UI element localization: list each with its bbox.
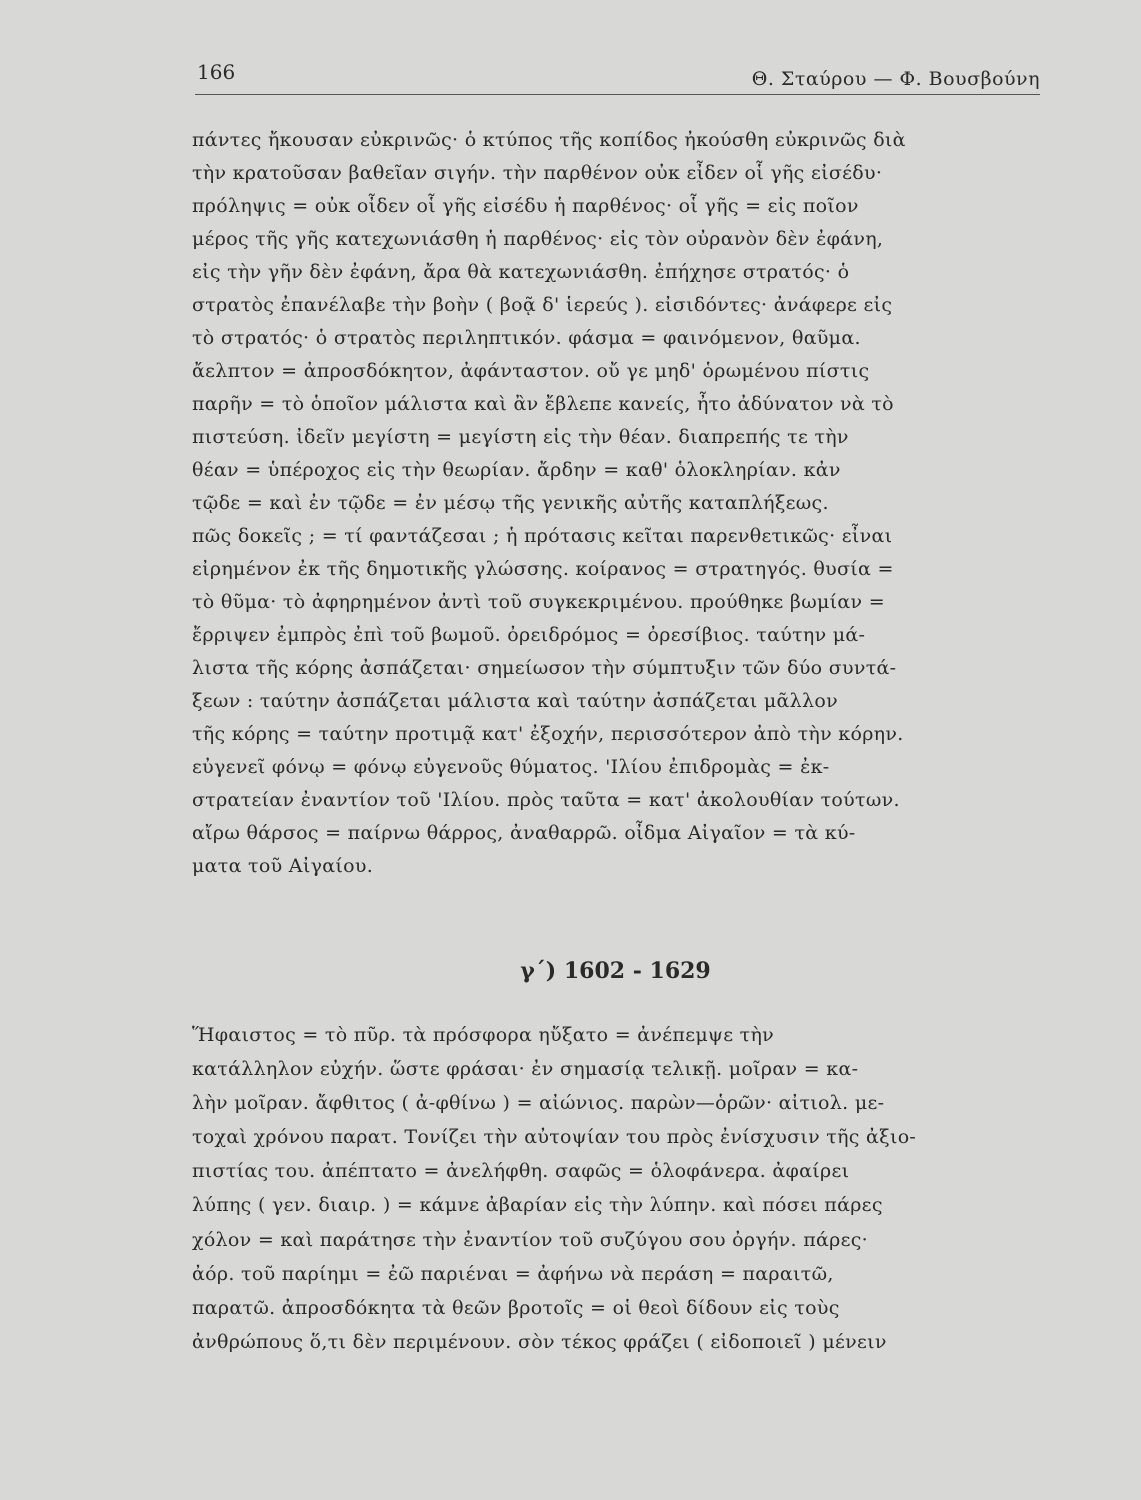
section-title: γ΄) 1602 - 1629 <box>520 958 711 984</box>
text-line: χόλον = καὶ παράτησε τὴν ἐναντίον τοῦ συζύγου σου ὀργήν. πάρες· <box>192 1228 869 1251</box>
text-line: πιστίας του. ἀπέπτατο = ἀνελήφθη. σαφῶς = ὁλοφάνερα. ἀφαίρει <box>192 1160 850 1183</box>
text-line: τοχαὶ χρόνου παρατ. Τονίζει τὴν αὐτοψίαν του πρὸς ἐνίσχυσιν τῆς ἀξιο- <box>192 1126 917 1149</box>
running-title: Θ. Σταύρου — Φ. Βουσβούνη <box>751 68 1040 90</box>
text-line: λὴν μοῖραν. ἄφθιτος ( ἀ-φθίνω ) = αἰώνιος. παρὼν—ὁρῶν· αἰτιολ. με- <box>192 1092 885 1115</box>
text-line: πάντες ἤκουσαν εὐκρινῶς· ὁ κτύπος τῆς κοπίδος ἠκούσθη εὐκρινῶς διὰ <box>192 129 906 151</box>
text-line: λύπης ( γεν. διαιρ. ) = κάμνε ἀβαρίαν εἰς τὴν λύπην. καὶ πόσει πάρες <box>192 1194 883 1217</box>
text-line: πρόληψις = οὐκ οἶδεν οἷ γῆς εἰσέδυ ἡ παρθένος· οἷ γῆς = εἰς ποῖον <box>192 195 859 217</box>
text-line: ματα τοῦ Αἰγαίου. <box>192 855 374 877</box>
page-number: 166 <box>197 60 236 84</box>
page-header <box>195 58 1040 95</box>
text-line: εἰς τὴν γῆν δὲν ἐφάνη, ἄρα θὰ κατεχωνιάσθη. ἐπήχησε στρατός· ὁ <box>192 261 850 283</box>
text-line: τὸ θῦμα· τὸ ἀφηρημένον ἀντὶ τοῦ συγκεκριμένου. προύθηκε βωμίαν = <box>192 591 885 613</box>
text-line: εὐγενεῖ φόνῳ = φόνῳ εὐγενοῦς θύματος. 'Ιλίου ἐπιδρομὰς = ἐκ- <box>192 756 830 778</box>
text-line: πιστεύση. ἰδεῖν μεγίστη = μεγίστη εἰς τὴν θέαν. διαπρεπής τε τὴν <box>192 426 849 448</box>
text-line: αἴρω θάρσος = παίρνω θάρρος, ἀναθαρρῶ. οἶδμα Αἰγαῖον = τὰ κύ- <box>192 822 856 844</box>
text-line: κατάλληλον εὐχήν. ὥστε φράσαι· ἐν σημασίᾳ τελικῇ. μοῖραν = κα- <box>192 1058 859 1081</box>
text-line: παρῆν = τὸ ὁποῖον μάλιστα καὶ ἂν ἔβλεπε κανείς, ἦτο ἀδύνατον νὰ τὸ <box>192 393 894 415</box>
text-line: Ἥφαιστος = τὸ πῦρ. τὰ πρόσφορα ηὔξατο = ἀνέπεμψε τὴν <box>192 1024 775 1046</box>
text-line: τῆς κόρης = ταύτην προτιμᾷ κατ' ἐξοχήν, περισσότερον ἀπὸ τὴν κόρην. <box>192 723 904 745</box>
text-line: τὸ στρατός· ὁ στρατὸς περιληπτικόν. φάσμα = φαινόμενον, θαῦμα. <box>192 327 861 349</box>
text-line: παρατῶ. ἀπροσδόκητα τὰ θεῶν βροτοῖς = οἱ θεοὶ δίδουν εἰς τοὺς <box>192 1296 840 1319</box>
text-line: ἔρριψεν ἐμπρὸς ἐπὶ τοῦ βωμοῦ. ὀρειδρόμος = ὀρεσίβιος. ταύτην μά- <box>192 624 866 646</box>
text-line: μέρος τῆς γῆς κατεχωνιάσθη ἡ παρθένος· εἰς τὸν οὐρανὸν δὲν ἐφάνη, <box>192 228 884 250</box>
text-line: τῷδε = καὶ ἐν τῷδε = ἐν μέσῳ τῆς γενικῆς αὐτῆς καταπλήξεως. <box>192 492 829 514</box>
text-line: εἰρημένον ἐκ τῆς δημοτικῆς γλώσσης. κοίρανος = στρατηγός. θυσία = <box>192 558 894 580</box>
commentary-block-2 <box>192 1018 1040 1359</box>
text-line: τὴν κρατοῦσαν βαθεῖαν σιγήν. τὴν παρθένον οὐκ εἶδεν οἷ γῆς εἰσέδυ· <box>192 162 883 184</box>
text-line: στρατείαν ἐναντίον τοῦ 'Ιλίου. πρὸς ταῦτα = κατ' ἀκολουθίαν τούτων. <box>192 789 900 811</box>
commentary-block-1 <box>192 124 1040 883</box>
text-line: ἄελπτον = ἀπροσδόκητον, ἀφάνταστον. οὔ γε μηδ' ὁρωμένου πίστις <box>192 360 870 382</box>
text-line: θέαν = ὑπέροχος εἰς τὴν θεωρίαν. ἄρδην = καθ' ὁλοκληρίαν. κἀν <box>192 459 841 481</box>
text-line: πῶς δοκεῖς ; = τί φαντάζεσαι ; ἡ πρότασις κεῖται παρενθετικῶς· εἶναι <box>192 525 893 547</box>
text-line: ἀόρ. τοῦ παρίημι = ἐῶ παριέναι = ἀφήνω νὰ περάση = παραιτῶ, <box>192 1262 834 1285</box>
text-line: ἀνθρώπους ὅ,τι δὲν περιμένουν. σὸν τέκος φράζει ( εἰδοποιεῖ ) μένειν <box>192 1330 887 1353</box>
text-line: ξεων : ταύτην ἀσπάζεται μάλιστα καὶ ταύτην ἀσπάζεται μᾶλλον <box>192 690 838 712</box>
text-line: στρατὸς ἐπανέλαβε τὴν βοὴν ( βοᾷ δ' ἱερεύς ). εἰσιδόντες· ἀνάφερε εἰς <box>192 294 893 316</box>
text-line: λιστα τῆς κόρης ἀσπάζεται· σημείωσον τὴν σύμπτυξιν τῶν δύο συντά- <box>192 657 897 679</box>
